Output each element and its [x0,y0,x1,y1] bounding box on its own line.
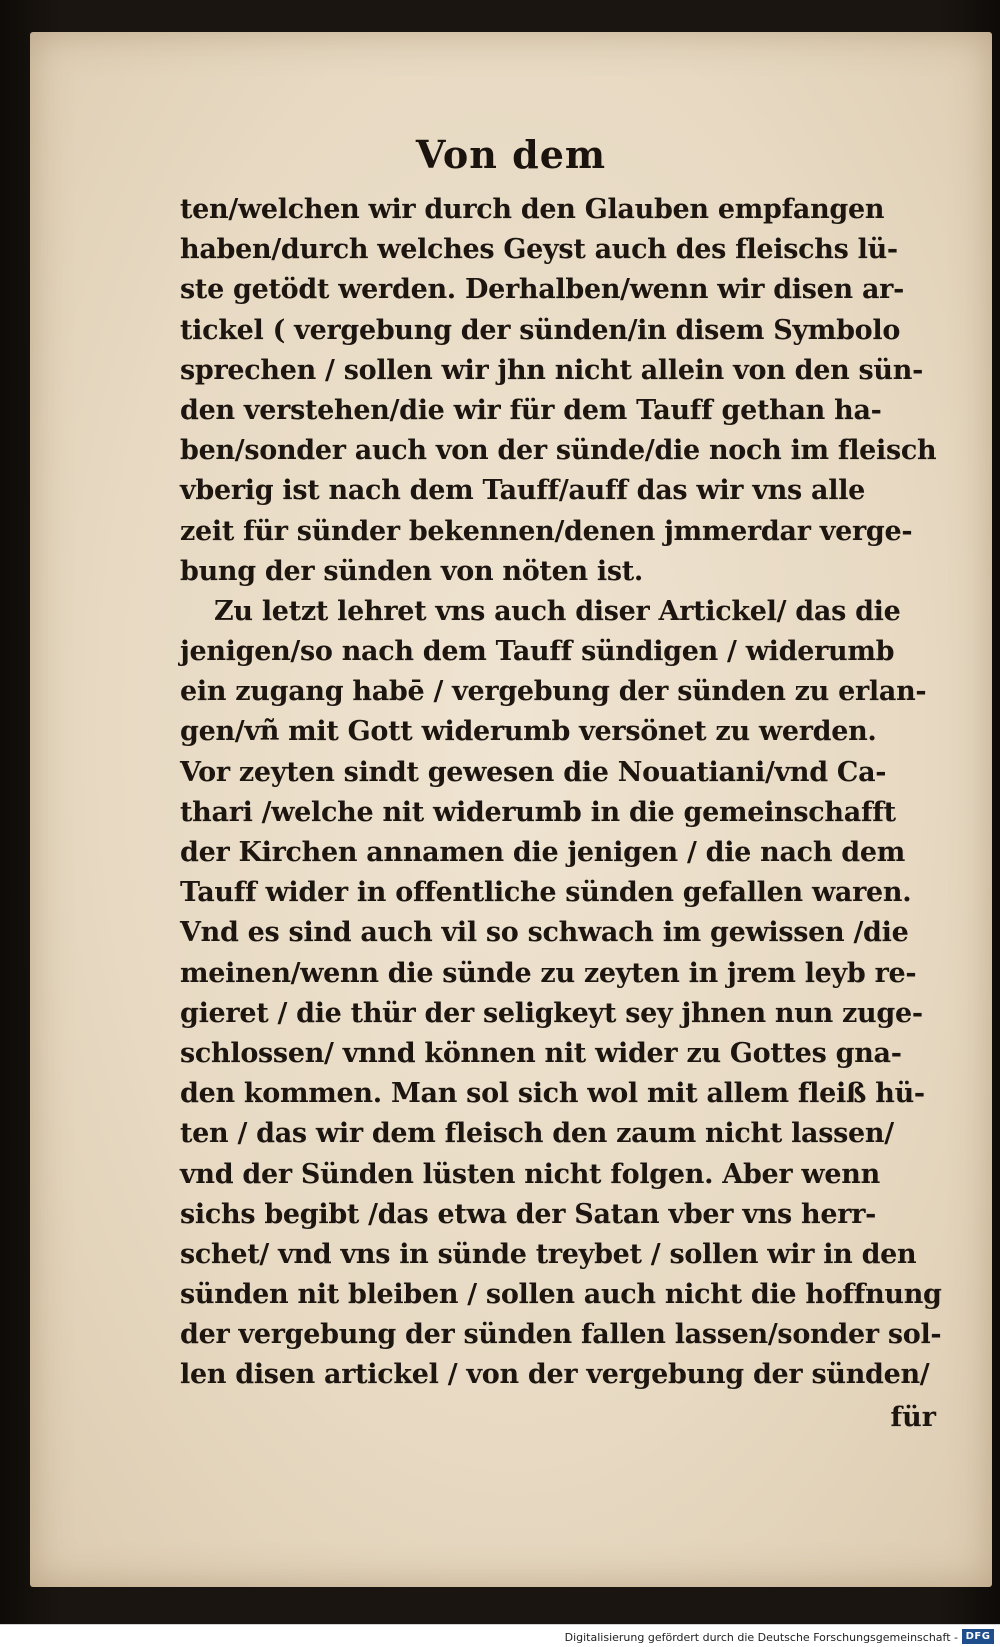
text-line: ben/sonder auch von der sünde/die noch im fleisch [180,435,937,467]
text-line: Vnd es sind auch vil so schwach im gewissen /die [180,917,909,949]
footer-bar [0,1624,1000,1647]
text-line: den kommen. Man sol sich wol mit allem fleiß hü- [180,1078,925,1110]
text-line: sprechen / sollen wir jhn nicht allein von den sün- [180,354,923,386]
book-page [30,32,992,1587]
text-line: den verstehen/die wir für dem Tauff gethan ha- [180,394,882,426]
text-line: sichs begibt /das etwa der Satan vber vns herr- [180,1198,877,1230]
dfg-logo-icon: DFG [962,1629,994,1644]
text-line: der Kirchen annamen die jenigen / die nach dem [180,837,905,868]
text-line: Vor zeyten sindt gewesen die Nouatiani/vnd Ca- [180,756,887,788]
text-line: meinen/wenn die sünde zu zeyten in jrem leyb re- [180,957,917,989]
text-line: bung der sünden von nöten ist. [180,555,644,587]
text-line: tickel ( vergebung der sünden/in disem Symbolo [180,314,901,346]
paragraph-start-line: Zu letzt lehret vns auch diser Artickel/ das die [214,595,901,627]
text-line: gieret / die thür der seligkeyt sey jhnen nun zuge- [180,997,923,1029]
body-text [180,190,960,1396]
text-line: ein zugang habē / vergebung der sünden zu erlan- [180,676,927,708]
text-line: Tauff wider in offentliche sünden gefallen waren. [180,877,912,909]
text-line: vberig ist nach dem Tauff/auff das wir vns alle [180,475,866,507]
text-line: haben/durch welches Geyst auch des fleischs lü- [180,234,898,266]
text-line: sünden nit bleiben / sollen auch nicht die hoffnung [180,1279,942,1311]
text-line: der vergebung der sünden fallen lassen/sonder sol- [180,1319,942,1351]
running-head: Von dem [415,132,607,177]
text-line: ten / das wir dem fleisch den zaum nicht lassen/ [180,1118,894,1150]
catchword: für [890,1402,936,1433]
text-line: schet/ vnd vns in sünde treybet / sollen wir in den [180,1238,917,1270]
text-line: schlossen/ vnnd können nit wider zu Gottes gna- [180,1037,902,1069]
text-line: ste getödt werden. Derhalben/wenn wir disen ar- [180,274,904,306]
footer-credit: Digitalisierung gefördert durch die Deutsche Forschungsgemeinschaft - [564,1631,958,1644]
text-line: vnd der Sünden lüsten nicht folgen. Aber wenn [180,1158,880,1190]
text-line: gen/vñ mit Gott widerumb versönet zu werden. [180,716,877,748]
text-line: ten/welchen wir durch den Glauben empfangen [180,194,885,225]
text-line: len disen artickel / von der vergebung der sünden/ [180,1359,930,1391]
text-line: jenigen/so nach dem Tauff sündigen / widerumb [180,636,895,668]
text-line: zeit für sünder bekennen/denen jmmerdar verge- [180,515,913,547]
text-line: thari /welche nit widerumb in die gemeinschafft [180,796,896,828]
